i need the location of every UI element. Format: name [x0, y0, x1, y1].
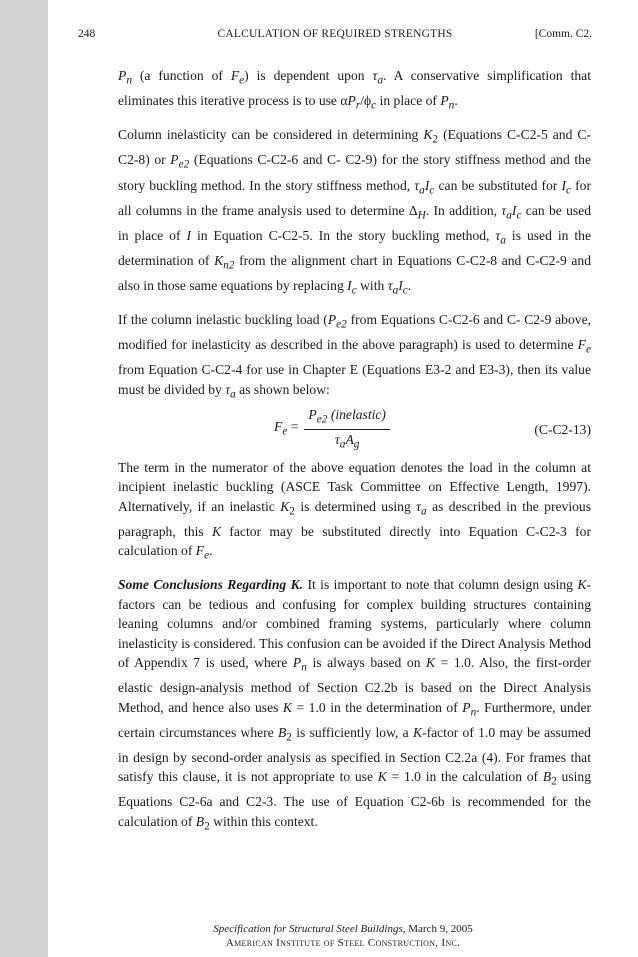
running-header: [78, 26, 592, 42]
equation-expression: [274, 406, 390, 452]
page-body: [118, 66, 591, 846]
equation-number: (C-C2-13): [534, 421, 591, 437]
equation-c-c2-13: [118, 406, 591, 452]
running-title: CALCULATION OF REQUIRED STRENGTHS: [217, 28, 453, 40]
paragraph-3: If the column inelastic buckling load ($P_{e2}$ from Equations C-C2-6 and C- C2-9 above, modified for inelasticity as described in the above paragraph) is used to determine $F_e$ from Equation C-C2-4 for use in Chapter E (Equations E3-2 and E3-3), then its value must be divided by $\tau_a$ as shown below:: [118, 312, 591, 401]
page-number: 248: [78, 28, 96, 40]
footer-spec-line: Specification for Structural Steel Buildings, March 9, 2005: [213, 923, 473, 935]
paragraph-2: Column inelasticity can be considered in determining $K_2$ (Equations C-C2-5 and C-C2-8) or $P_{e2}$ (Equations C-C2-6 and C- C2-9) for the story stiffness method and the story buckling method. In the story stiffness method, $\tau_aI_c$ can be substituted for $I_c$ for all columns in the frame analysis used to determine $\Delta_H$. In addition, $\tau_aI_c$ can be used in place of I in Equation C-C2-5. In the story buckling method, $\tau_a$ is used in the determination of $K_{n2}$ from the alignment chart in Equations C-C2-8 and C-C2-9 and also in those same equations by replacing $I_c$ with $\tau_aI_c$.: [118, 127, 592, 297]
equation-lhs: $F_e$ =: [274, 419, 299, 439]
footer-organization: American Institute of Steel Construction, Inc.: [225, 937, 461, 949]
page-gutter: [0, 0, 48, 957]
page-footer: [48, 922, 638, 950]
section-reference: [Comm. C2.: [534, 28, 592, 40]
equation-denominator: $\tau_aA_g$: [334, 432, 360, 452]
paragraph-1: $P_n$ (a function of $F_e$) is dependent upon $\tau_a$. A conservative simplification that eliminates this iterative process is to use $\alpha P_r/\phi_c$ in place of $P_n$.: [118, 68, 591, 112]
paragraph-4: The term in the numerator of the above equation denotes the load in the column at incipient inelastic buckling (ASCE Task Committee on Effective Length, 1997). Alternatively, if an inelastic $K_2$ is determined using $\tau_a$ as described in the previous paragraph, this K factor may be substituted directly into Equation C-C2-3 for calculation of $F_e$.: [118, 459, 591, 562]
paragraph-5: Some Conclusions Regarding K. It is important to note that column design using K-factors can be tedious and confusing for complex building structures containing leaning columns and/or combined framing systems, particularly where column inelasticity is considered. This confusion can be avoided if the Direct Analysis Method of Appendix 7 is used, where $P_n$ is always based on K = 1.0. Also, the first-order elastic design-analysis method of Section C2.2b is based on the Direct Analysis Method, and hence also uses K = 1.0 in the determination of $P_n$. Furthermore, under certain circumstances where $B_2$ is sufficiently low, a K-factor of 1.0 may be assumed in design by second-order analysis as specified in Section C2.2a (4). For frames that satisfy this clause, it is not appropriate to use K = 1.0 in the calculation of $B_2$ using Equations C2-6a and C2-3. The use of Equation C2-6b is recommended for the calculation of $B_2$ within this context.: [118, 577, 592, 833]
equation-numerator: $P_{e2}$ (inelastic): [304, 406, 390, 431]
section-heading: Some Conclusions Regarding K.: [118, 577, 304, 593]
equation-fraction: [304, 406, 390, 454]
